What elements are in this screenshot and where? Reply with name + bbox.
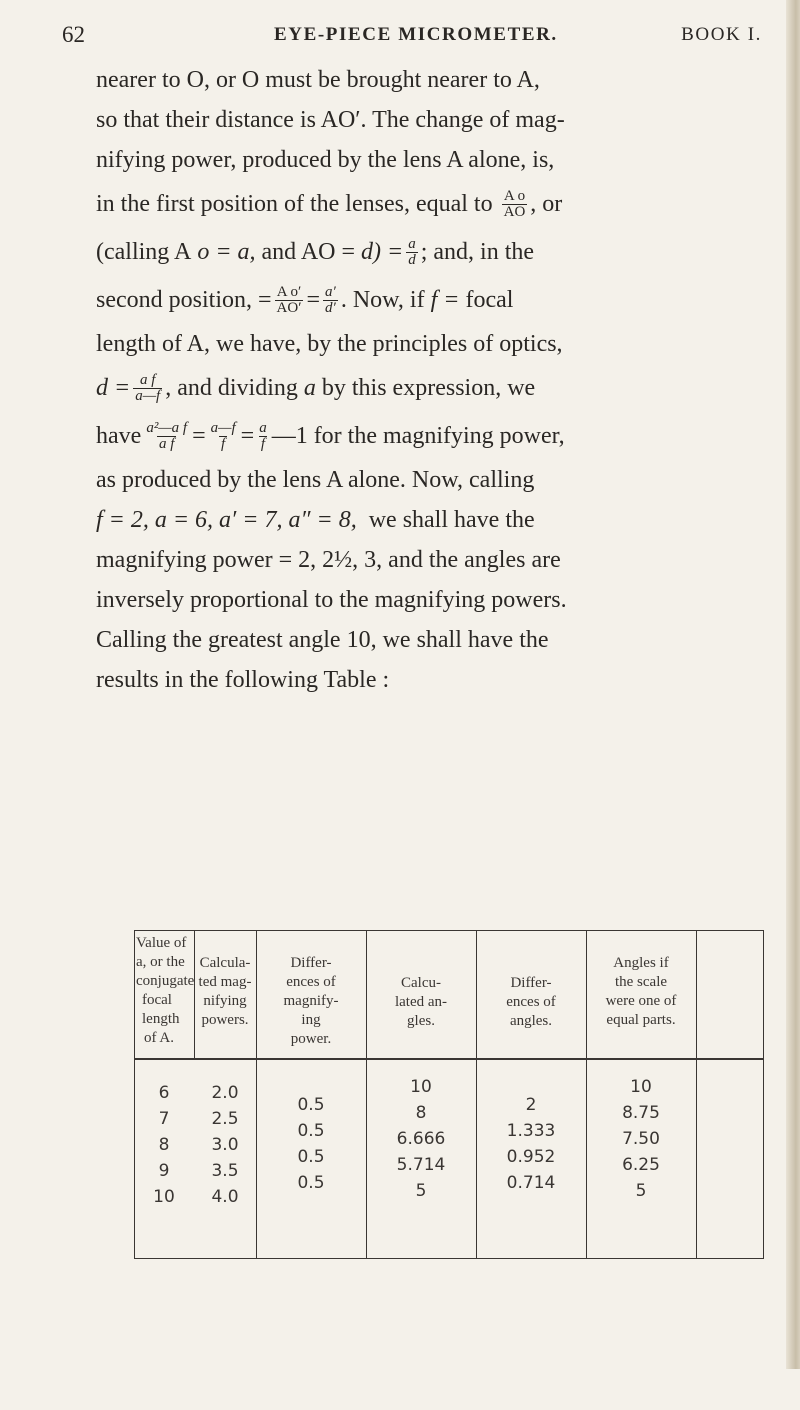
- running-title: EYE-PIECE MICROMETER.: [274, 24, 558, 45]
- column-angle-differences: [476, 1092, 586, 1196]
- column-value-of-a: [134, 1080, 194, 1210]
- table-rule: [696, 930, 697, 1258]
- table-cell: 3.0: [211, 1135, 239, 1155]
- table-cell: 6: [158, 1083, 170, 1103]
- table-cell: 2.5: [211, 1109, 239, 1129]
- table-cell: 2: [525, 1095, 537, 1115]
- header-value-of-a: Value of a, or the conjugate focal length of A.: [136, 935, 195, 1046]
- table-cell: 4.0: [211, 1187, 239, 1207]
- body-text: [96, 60, 752, 700]
- page-number: 62: [62, 22, 85, 47]
- text-line: f = 2, a = 6, a′ = 7, a″ = 8, we shall have the: [96, 507, 535, 533]
- table-rule: [763, 930, 764, 1258]
- table-cell: 0.952: [506, 1147, 556, 1167]
- table-cell: 10: [153, 1187, 175, 1207]
- header-power-differences: Differ- ences of magnify- ing power.: [283, 955, 339, 1047]
- table-bottom-rule: [134, 1258, 764, 1259]
- table-cell: 6.25: [622, 1155, 660, 1175]
- page-edge-shadow: [786, 0, 800, 1369]
- text-line: Calling the greatest angle 10, we shall have the: [96, 627, 549, 653]
- header-equal-parts: Angles if the scale were one of equal parts.: [605, 955, 677, 1028]
- fraction: $\frac{\text{A o}}{AO}$: [503, 187, 526, 220]
- table-cell: 0.5: [297, 1147, 325, 1167]
- fraction: $\frac{\text{a f}}{a—f}$: [135, 371, 161, 404]
- text-line: magnifying power = 2, 2½, 3, and the angles are: [96, 547, 561, 573]
- text-line: have $\frac{\text{a²—a f}}{\text{a f}}$ = $\frac{a—f}{f}$ = $\frac{a}{f}$ —1 for the magnifying power,: [96, 419, 565, 452]
- table-header-rule: [134, 1058, 764, 1060]
- header-calculated-powers: Calcula- ted mag- nifying powers.: [198, 955, 252, 1028]
- text-line: results in the following Table :: [96, 667, 390, 693]
- header-angle-differences: Differ- ences of angles.: [506, 975, 556, 1029]
- table-cell: 10: [630, 1077, 652, 1097]
- fraction: $\frac{a}{f}$: [259, 419, 267, 452]
- table-cell: 5.714: [396, 1155, 446, 1175]
- text-line: so that their distance is AO′. The change of mag-: [96, 107, 565, 133]
- table-cell: 9: [158, 1161, 170, 1181]
- table-cell: 0.5: [297, 1173, 325, 1193]
- table-cell: 0.5: [297, 1095, 325, 1115]
- table-cell: 5: [415, 1181, 427, 1201]
- text-line: inversely proportional to the magnifying powers.: [96, 587, 567, 613]
- text-line: as produced by the lens A alone. Now, calling: [96, 467, 535, 493]
- fraction: $\frac{\text{A o′}}{AO'}$: [276, 283, 302, 316]
- table-cell: 7.50: [622, 1129, 660, 1149]
- column-power-differences: [256, 1092, 366, 1196]
- table-cell: 2.0: [211, 1083, 239, 1103]
- table-top-rule: [134, 930, 764, 931]
- table-cell: 0.5: [297, 1121, 325, 1141]
- fraction: $\frac{a'}{d'}$: [325, 283, 336, 316]
- table-cell: 0.714: [506, 1173, 556, 1193]
- table-cell: 7: [158, 1109, 170, 1129]
- fraction: $\frac{a}{d}$: [408, 235, 416, 268]
- table-cell: 1.333: [506, 1121, 556, 1141]
- table-cell: 8: [415, 1103, 427, 1123]
- text-line: length of A, we have, by the principles of optics,: [96, 331, 563, 357]
- table-cell: 6.666: [396, 1129, 446, 1149]
- table-cell: 8: [158, 1135, 170, 1155]
- header-calculated-angles: Calcu- lated an- gles.: [394, 975, 448, 1029]
- column-equal-parts: [586, 1074, 696, 1204]
- text-line: second position, = $\frac{\text{A o′}}{AO'}$ = $\frac{a'}{d'}$ . Now, if f = focal: [96, 283, 514, 316]
- fraction: $\frac{a—f}{f}$: [210, 419, 236, 452]
- text-line: nifying power, produced by the lens A alone, is,: [96, 147, 555, 173]
- table-cell: 3.5: [211, 1161, 239, 1181]
- column-calculated-angles: [366, 1074, 476, 1204]
- fraction: $\frac{\text{a²—a f}}{\text{a f}}$: [146, 419, 188, 452]
- running-header: [62, 14, 762, 54]
- column-calculated-powers: [194, 1080, 256, 1210]
- text-line: nearer to O, or O must be brought nearer to A,: [96, 67, 540, 93]
- text-line: d = $\frac{\text{a f}}{a—f}$ , and dividing a by this expression, we: [96, 371, 536, 404]
- results-table: [134, 930, 764, 1410]
- text-line: in the first position of the lenses, equal to $\frac{\text{A o}}{AO}$ , or: [96, 187, 563, 220]
- table-cell: 10: [410, 1077, 432, 1097]
- book-label: BOOK I.: [681, 24, 762, 45]
- table-cell: 8.75: [622, 1103, 660, 1123]
- table-cell: 5: [635, 1181, 647, 1201]
- text-line: (calling A o = a, and AO = d) = $\frac{a}{d}$ ; and, in the: [96, 235, 535, 268]
